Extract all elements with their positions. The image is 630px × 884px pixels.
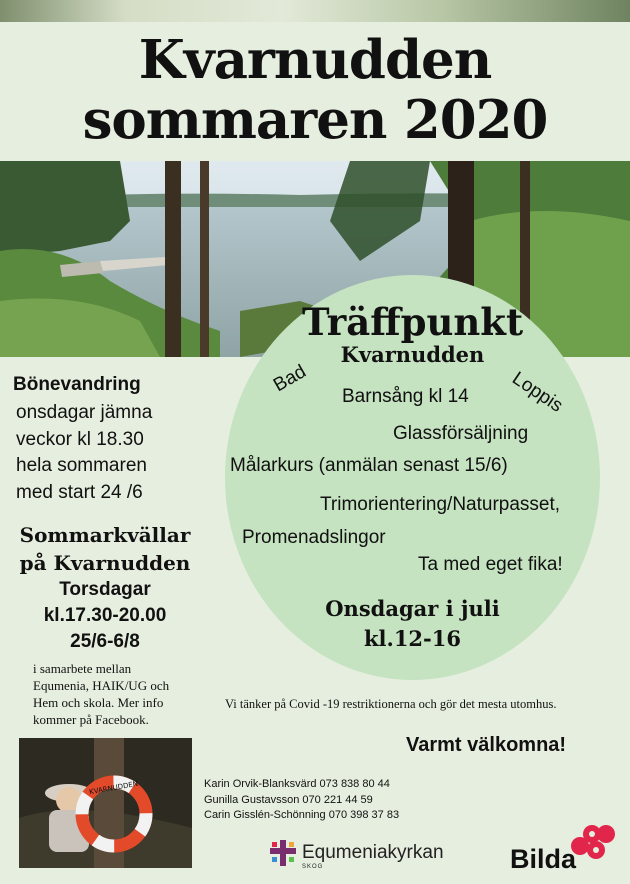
title-line-1: Kvarnudden: [138, 29, 492, 91]
sommarkvallar-dates: 25/6-6/8: [70, 631, 140, 652]
bonevandring-details: [16, 400, 152, 506]
activity-fika: Ta med eget fika!: [418, 554, 563, 575]
bonevandring-line: hela sommaren: [16, 455, 147, 476]
contact-list: [204, 777, 399, 824]
note-line: Equmenia, HAIK/UG och: [33, 678, 170, 693]
sommarkvallar-block: [0, 521, 210, 655]
poster-title: [0, 30, 630, 150]
bonevandring-line: veckor kl 18.30: [16, 428, 144, 450]
bonevandring-line: med start 24 /6: [16, 481, 143, 503]
activity-barnsang: Barnsång kl 14: [342, 386, 469, 407]
sommarkvallar-heading-2: på Kvarnudden: [19, 551, 191, 575]
circle-heading: Träffpunkt: [301, 300, 524, 344]
child-lifebuoy-photo: [19, 738, 192, 868]
equmenia-sub: SKOG: [302, 864, 324, 870]
circle-when-time: kl.12-16: [363, 626, 461, 651]
title-line-2: sommaren 2020: [82, 89, 548, 151]
sommarkvallar-heading-1: Sommarkvällar: [19, 523, 191, 547]
activity-loppis: Loppis: [508, 368, 567, 417]
circle-when-days: Onsdagar i juli: [325, 596, 500, 621]
header-forest-strip: [0, 0, 630, 22]
sommarkvallar-day: Torsdagar: [59, 579, 151, 600]
circle-subheading: Kvarnudden: [340, 342, 485, 367]
equmenia-name: Equmeniakyrkan: [302, 842, 444, 863]
bonevandring-line: onsdagar jämna: [16, 402, 153, 423]
contact-entry: Carin Gisslén-Schönning 070 398 37 83: [204, 809, 400, 821]
bonevandring-heading: Bönevandring: [13, 374, 141, 395]
note-line: i samarbete mellan: [33, 661, 132, 676]
activity-glass: Glassförsäljning: [393, 423, 529, 444]
sommarkvallar-time: kl.17.30-20.00: [43, 605, 167, 626]
contact-entry: Karin Orvik-Blanksvärd 073 838 80 44: [204, 778, 390, 790]
welcome-text: Varmt välkomna!: [406, 734, 567, 756]
sommarkvallar-note: [33, 660, 169, 728]
note-line: Hem och skola. Mer info: [33, 695, 164, 710]
contact-entry: Gunilla Gustavsson 070 221 44 59: [204, 793, 373, 806]
note-line: kommer på Facebook.: [33, 712, 149, 727]
activity-malarkurs: Målarkurs (anmälan senast 15/6): [230, 455, 508, 476]
bilda-name: Bilda: [510, 844, 577, 874]
equmenia-cross-icon: [268, 838, 298, 868]
bilda-logo: [508, 818, 624, 876]
lifebuoy-text: KVARNUDDEN: [88, 779, 139, 797]
activity-trim: Trimorientering/Naturpasset,: [320, 494, 561, 515]
covid-note: Vi tänker på Covid -19 restriktionerna och gör det mesta utomhus.: [225, 697, 557, 711]
activity-bad: Bad: [270, 361, 310, 397]
activity-promenad: Promenadslingor: [242, 527, 386, 548]
